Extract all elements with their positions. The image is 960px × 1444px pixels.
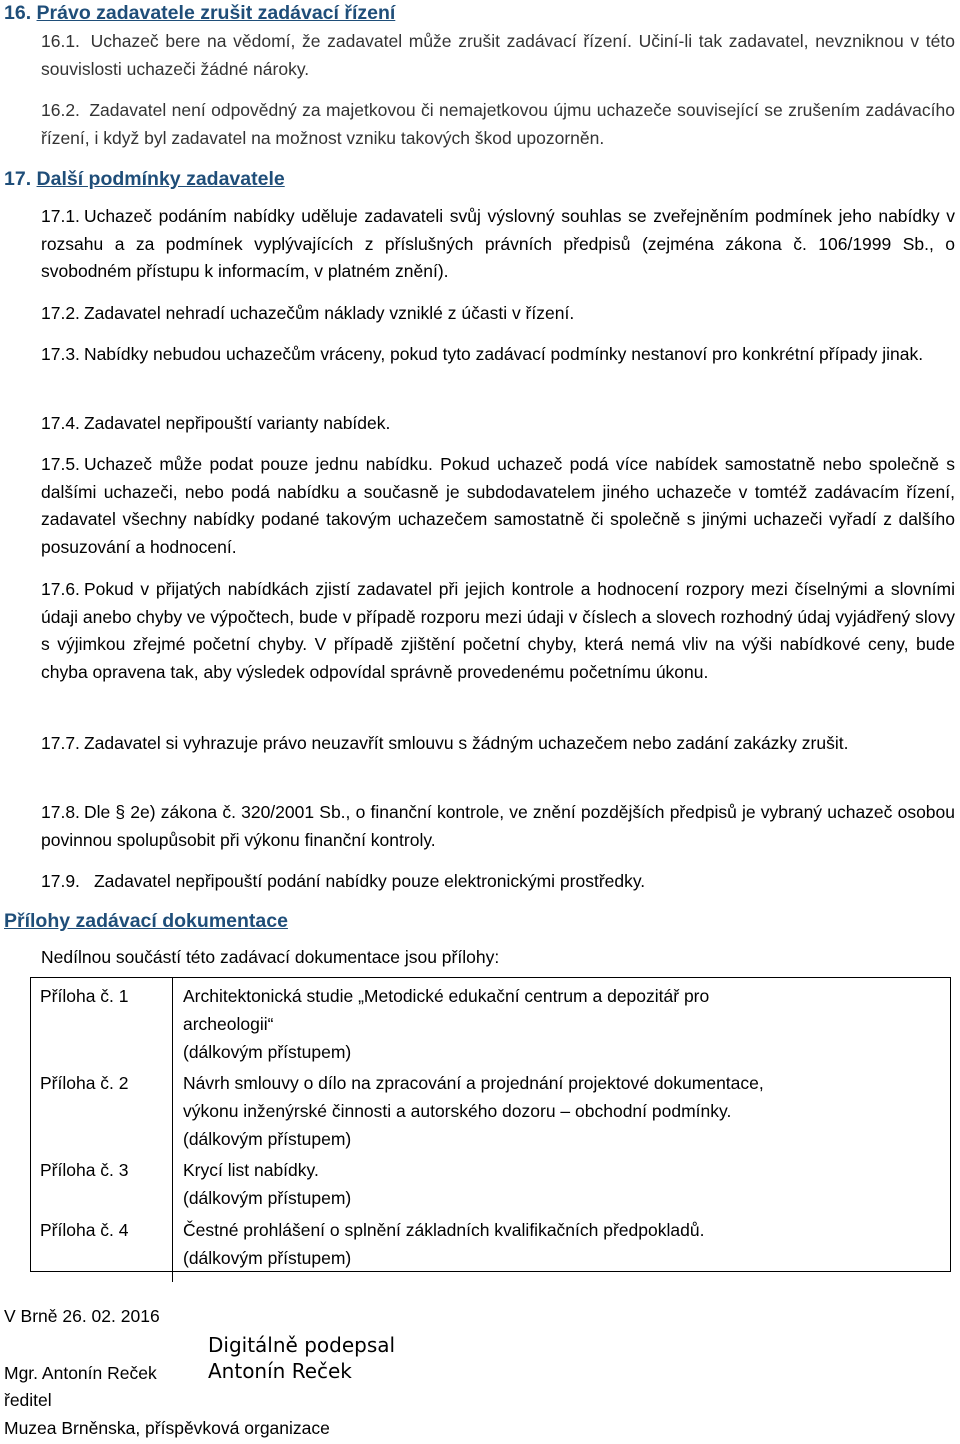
- paragraph-16-2-number: 16.2.: [41, 100, 80, 120]
- paragraph-17-6: [41, 576, 955, 686]
- attachment-description: [173, 1153, 952, 1212]
- section-17-title: Další podmínky zadavatele: [36, 168, 285, 190]
- attachment-row: [30, 1212, 951, 1282]
- section-17-heading: [4, 168, 285, 191]
- paragraph-number: 17.5.: [41, 454, 80, 474]
- organization: Muzea Brněnska, příspěvková organizace: [4, 1418, 330, 1438]
- paragraph-number: 17.1.: [41, 206, 80, 226]
- paragraph-17-7: [41, 730, 955, 758]
- attachment-access-note: (dálkovým přístupem): [183, 1042, 352, 1062]
- attachment-line: Návrh smlouvy o dílo na zpracování a projednání projektové dokumentace,: [183, 1073, 764, 1093]
- attachment-label: Příloha č. 2: [30, 1066, 173, 1153]
- paragraph-17-1: [41, 203, 955, 286]
- attachment-label: Příloha č. 4: [30, 1212, 173, 1282]
- attachment-line: výkonu inženýrské činnosti a autorského dozoru – obchodní podmínky.: [183, 1101, 732, 1121]
- paragraph-number: 17.6.: [41, 579, 80, 599]
- paragraph-text: Nabídky nebudou uchazečům vráceny, pokud tyto zadávací podmínky nestanoví pro konkrétní případy jinak.: [83, 344, 924, 364]
- paragraph-16-2-text: Zadavatel není odpovědný za majetkovou či nemajetkovou újmu uchazeče související se zrušením zadávacího řízení, i když byl zadavatel na možnost vzniku takových škod upozorněn.: [41, 100, 955, 148]
- attachment-description: [173, 977, 952, 1066]
- paragraph-text: Dle § 2e) zákona č. 320/2001 Sb., o finanční kontrole, ve znění pozdějších předpisů je vybraný uchazeč osobou povinnou spolupůsobit při výkonu finanční kontroly.: [41, 802, 955, 850]
- paragraph-text: Uchazeč může podat pouze jednu nabídku. Pokud uchazeč podá více nabídek samostatně nebo společně s dalšími uchazeči, nebo podá nabídku a současně je subdodavatelem jiného uchazeče v tomtéž zadávacím řízení, zadavatel všechny nabídky podané takovým uchazečem samostatně či společně s jinými uchazeči vyřadí z dalšího posuzování a hodnocení.: [41, 454, 955, 557]
- paragraph-number: 17.2.: [41, 303, 80, 323]
- paragraph-number: 17.8.: [41, 802, 80, 822]
- attachment-description: [173, 1066, 952, 1153]
- attachment-access-note: (dálkovým přístupem): [183, 1248, 352, 1268]
- section-16-title: Právo zadavatele zrušit zadávací řízení: [36, 2, 396, 24]
- paragraph-number: 17.9.: [41, 871, 80, 891]
- paragraph-text: Pokud v přijatých nabídkách zjistí zadavatel při jejich kontrole a hodnocení rozpory mezi číselnými a slovními údaji anebo chyby ve výpočtech, bude v případě rozporu mezi údaji v číslech a slovech rozhodný údaj vyjádřený slovy s výjimkou zřejmé početní chyby. V případě zjištění početní chyby, která nemá vliv na výši nabídkové ceny, bude chyba opravena tak, aby výsledek odpovídal správně provedenému početnímu úkonu.: [41, 579, 955, 682]
- signer-name: Mgr. Antonín Reček: [4, 1363, 157, 1383]
- paragraph-text: Uchazeč podáním nabídky uděluje zadavateli svůj výslovný souhlas se zveřejněním podmínek jeho nabídky v rozsahu a za podmínek vyplývajících z příslušných právních předpisů (zejména zákona č. 106/1999 Sb., o svobodném přístupu k informacím, v platném znění).: [41, 206, 955, 281]
- attachments-heading: [4, 910, 288, 933]
- section-16-heading: [4, 2, 395, 25]
- paragraph-17-8: [41, 799, 955, 854]
- paragraph-16-1-text: Uchazeč bere na vědomí, že zadavatel může zrušit zadávací řízení. Učiní-li tak zadavatel, nevzniknou v této souvislosti uchazeči žádné nároky.: [41, 31, 955, 79]
- paragraph-text: Zadavatel nepřipouští varianty nabídek.: [83, 413, 391, 433]
- paragraph-number: 17.4.: [41, 413, 80, 433]
- paragraph-17-3: [41, 341, 955, 369]
- paragraph-text: Zadavatel si vyhrazuje právo neuzavřít smlouvu s žádným uchazečem nebo zadání zakázky zrušit.: [83, 733, 849, 753]
- paragraph-17-4: [41, 410, 955, 438]
- attachment-row: [30, 977, 951, 1066]
- paragraph-17-2: [41, 300, 955, 328]
- digital-signature-line-2: Antonín Reček: [208, 1359, 352, 1383]
- attachment-label: Příloha č. 3: [30, 1153, 173, 1212]
- attachment-label: Příloha č. 1: [30, 977, 173, 1066]
- section-17-number: 17.: [4, 168, 32, 190]
- attachments-intro: Nedílnou součástí této zadávací dokumentace jsou přílohy:: [41, 947, 500, 967]
- attachment-access-note: (dálkovým přístupem): [183, 1188, 352, 1208]
- digital-signature-line-1: Digitálně podepsal: [208, 1333, 396, 1357]
- paragraph-17-5: [41, 451, 955, 561]
- paragraph-text: Zadavatel nehradí uchazečům náklady vzniklé z účasti v řízení.: [83, 303, 575, 323]
- paragraph-16-2: [41, 97, 955, 152]
- paragraph-text: Zadavatel nepřipouští podání nabídky pouze elektronickými prostředky.: [93, 871, 646, 891]
- paragraph-16-1: [41, 28, 955, 83]
- section-16-number: 16.: [4, 2, 32, 24]
- attachment-description: [173, 1212, 952, 1282]
- attachment-line: Architektonická studie „Metodické edukační centrum a depozitář pro: [183, 986, 710, 1006]
- attachment-row: [30, 1066, 951, 1153]
- attachment-line: Krycí list nabídky.: [183, 1160, 319, 1180]
- place-date: V Brně 26. 02. 2016: [4, 1306, 160, 1326]
- paragraph-number: 17.7.: [41, 733, 80, 753]
- attachment-line: Čestné prohlášení o splnění základních kvalifikačních předpokladů.: [183, 1220, 705, 1240]
- attachment-line: archeologii“: [183, 1014, 274, 1034]
- attachments-heading-text: Přílohy zadávací dokumentace: [4, 910, 288, 932]
- attachments-table: [30, 977, 951, 1282]
- attachment-row: [30, 1153, 951, 1212]
- attachment-access-note: (dálkovým přístupem): [183, 1129, 352, 1149]
- signer-role: ředitel: [4, 1390, 52, 1410]
- paragraph-16-1-number: 16.1.: [41, 31, 80, 51]
- paragraph-number: 17.3.: [41, 344, 80, 364]
- paragraph-17-9: [41, 868, 955, 896]
